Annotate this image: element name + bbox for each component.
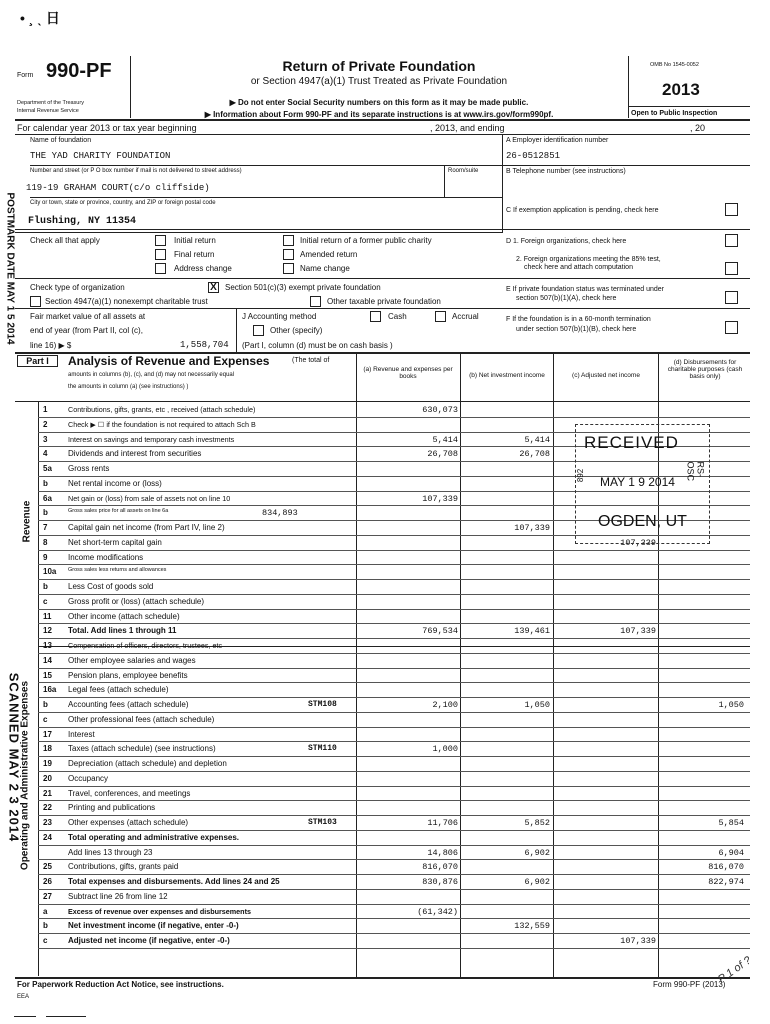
- row-number: 6a: [43, 493, 52, 503]
- row-number: b: [43, 478, 48, 488]
- part-i-row: [0, 800, 770, 814]
- cell-col-b[interactable]: 26,708: [519, 449, 550, 460]
- foundation-name: THE YAD CHARITY FOUNDATION: [30, 151, 171, 161]
- row-label: Capital gain net income (from Part IV, line 2): [68, 523, 225, 532]
- form-title: Return of Private Foundation: [282, 58, 476, 74]
- cell-col-a[interactable]: 11,706: [427, 818, 458, 828]
- row-number: 21: [43, 788, 52, 798]
- row-number: 24: [43, 832, 52, 842]
- cell-col-a[interactable]: 769,534: [422, 626, 458, 637]
- exemption-pending-label: C If exemption application is pending, check here: [506, 207, 659, 214]
- row-label: Pension plans, employee benefits: [68, 670, 188, 680]
- cell-col-a[interactable]: 1,000: [432, 744, 458, 755]
- cell-col-b[interactable]: 6,902: [524, 847, 550, 858]
- exemption-pending-checkbox[interactable]: [725, 203, 738, 216]
- ssn-notice: ▶ Do not enter Social Security numbers on this form as it may be made public.: [229, 98, 529, 107]
- cell-col-d[interactable]: 1,050: [718, 700, 744, 710]
- row-label: Net investment income (if negative, enter -0-): [68, 921, 239, 931]
- row-label: Dividends and interest from securities: [68, 449, 202, 459]
- part-i-note-1: (The total of: [292, 357, 330, 364]
- row-label: Adjusted net income (if negative, enter -0-): [68, 936, 230, 945]
- row-label: Gross profit or (loss) (attach schedule): [68, 596, 205, 606]
- eea-label: EEA: [17, 994, 30, 1000]
- row-number: 20: [43, 773, 52, 783]
- col-d-header: (d) Disbursements for charitable purposes (cash basis only): [667, 359, 743, 380]
- row-number: 4: [43, 449, 48, 459]
- amended-return-checkbox[interactable]: [283, 249, 294, 260]
- tax-year: 2013: [662, 80, 700, 99]
- row-number: 2: [43, 419, 48, 429]
- name-change-label: Name change: [300, 264, 350, 273]
- cell-col-c[interactable]: 107,339: [620, 626, 656, 637]
- foreign-85-checkbox[interactable]: [725, 262, 738, 275]
- cell-col-a[interactable]: 816,070: [422, 862, 458, 873]
- accounting-method-label: J Accounting method: [242, 312, 317, 321]
- row-label: Contributions, gifts, grants paid: [68, 862, 179, 872]
- schedule-ref: STM108: [308, 700, 337, 709]
- type-501-label: Section 501(c)(3) exempt private foundation: [225, 283, 381, 292]
- row-number: b: [43, 700, 48, 709]
- paperwork-notice: For Paperwork Reduction Act Notice, see instructions.: [17, 980, 224, 989]
- final-return-label: Final return: [174, 250, 215, 259]
- part-i-row: [0, 904, 770, 918]
- form-number: 990-PF: [46, 60, 112, 82]
- row-number: 19: [43, 759, 52, 768]
- row-label: Compensation of officers, directors, trustees, etc: [68, 641, 223, 650]
- part-i-row: [0, 771, 770, 785]
- omb-number: OMB No 1545-0052: [650, 62, 699, 68]
- room-label: Room/suite: [448, 168, 479, 174]
- type-4947-label: Section 4947(a)(1) nonexempt charitable trust: [45, 297, 208, 306]
- info-notice: ▶ Information about Form 990-PF and its separate instructions is at www.irs.gov/form990pf.: [204, 110, 554, 119]
- cell-col-a[interactable]: 830,876: [422, 877, 458, 887]
- part-i-row: [0, 550, 770, 564]
- row-label: Depreciation (attach schedule) and depletion: [68, 759, 227, 768]
- cell-col-d[interactable]: 822,974: [708, 877, 744, 887]
- row-label: Occupancy: [68, 773, 109, 783]
- part-i-row: [0, 786, 770, 800]
- scanned-stamp: SCANNED MAY 2 3 2014: [6, 672, 22, 843]
- row-label: Interest: [68, 729, 95, 739]
- dept-label: Department of the Treasury: [17, 100, 84, 106]
- row-number: 17: [43, 729, 52, 739]
- terminated-a-label: E If private foundation status was terminated under: [506, 286, 664, 293]
- part-i-row: [0, 727, 770, 741]
- form-prefix: Form: [17, 72, 34, 79]
- part-i-row: [0, 623, 770, 637]
- row-label: Total. Add lines 1 through 11: [68, 626, 177, 636]
- received-stamp: [575, 424, 710, 544]
- cash-basis-note: (Part I, column (d) must be on cash basis ): [242, 341, 393, 350]
- part-i-row: [0, 638, 770, 652]
- part-i-row: [0, 712, 770, 726]
- street-label: Number and street (or P O box number if mail is not delivered to street address): [30, 168, 242, 174]
- row-number: 23: [43, 818, 52, 827]
- cell-col-a[interactable]: 107,339: [422, 493, 458, 504]
- type-501-checkbox[interactable]: X: [208, 282, 219, 293]
- cell-col-b[interactable]: 107,339: [514, 523, 550, 533]
- foreign-85-label-2: check here and attach computation: [524, 264, 633, 271]
- ending-year-label: , 20: [690, 123, 706, 133]
- cell-col-a[interactable]: 14,806: [427, 847, 458, 858]
- cell-col-a[interactable]: 630,073: [422, 405, 458, 415]
- cell-col-d[interactable]: 6,904: [718, 847, 744, 858]
- part-i-row: [0, 933, 770, 947]
- row-number: 13: [43, 641, 52, 650]
- form-id-footer: Form 990-PF (2013): [653, 980, 726, 989]
- row-number: 26: [43, 877, 52, 886]
- part-i-tag: Part I: [17, 355, 58, 367]
- row-number: 7: [43, 523, 48, 532]
- row-number: c: [43, 596, 48, 606]
- cell-col-a[interactable]: 26,708: [427, 449, 458, 460]
- fmv-label-3: line 16) ▶ $: [30, 341, 72, 350]
- row-label: Travel, conferences, and meetings: [68, 788, 191, 798]
- fmv-label-1: Fair market value of all assets at: [30, 312, 146, 321]
- row-label: Net rental income or (loss): [68, 478, 162, 488]
- row-label: Legal fees (attach schedule): [68, 685, 169, 695]
- row-number: 12: [43, 626, 52, 636]
- final-return-checkbox[interactable]: [155, 249, 166, 260]
- col-b-header: (b) Net investment income: [469, 372, 545, 379]
- initial-former-checkbox[interactable]: [283, 235, 294, 246]
- cash-checkbox[interactable]: [370, 311, 381, 322]
- cell-col-b[interactable]: 132,559: [514, 921, 550, 932]
- terminated-a-label-2: section 507(b)(1)(A), check here: [516, 295, 617, 302]
- open-public-label: Open to Public Inspection: [631, 110, 718, 117]
- row-divider: [38, 948, 750, 949]
- type-other-checkbox[interactable]: [310, 296, 321, 307]
- part-i-row: [0, 668, 770, 682]
- row-number: 14: [43, 655, 52, 665]
- cell-col-a[interactable]: (61,342): [417, 906, 458, 917]
- schedule-ref: STM103: [308, 818, 337, 827]
- part-i-row: [0, 918, 770, 932]
- fmv-label-2: end of year (from Part II, col (c),: [30, 326, 143, 335]
- type-4947-checkbox[interactable]: [30, 296, 41, 307]
- part-i-row: [0, 815, 770, 829]
- street-value: 119-19 GRAHAM COURT(c/o cliffside): [26, 183, 210, 193]
- cell-col-b[interactable]: 1,050: [524, 700, 550, 710]
- row-label: Total operating and administrative expenses.: [68, 832, 240, 842]
- postmark-stamp: POSTMARK DATE MAY 1 5 2014: [4, 192, 16, 345]
- row-label: Excess of revenue over expenses and disbursements: [68, 906, 251, 916]
- cell-col-b[interactable]: 5,414: [524, 434, 550, 445]
- row-label: Check ▶ ☐ if the foundation is not required to attach Sch B: [68, 419, 256, 429]
- row-label: Add lines 13 through 23: [68, 847, 153, 857]
- part-i-row: [0, 859, 770, 873]
- row-label: Net gain or (loss) from sale of assets not on line 10: [68, 493, 231, 503]
- name-label: Name of foundation: [30, 137, 92, 144]
- row-label: Accounting fees (attach schedule): [68, 700, 189, 709]
- row-label: Gross sales less returns and allowances: [68, 567, 167, 574]
- row-label: Taxes (attach schedule) (see instructions): [68, 744, 216, 754]
- accrual-checkbox[interactable]: [435, 311, 446, 322]
- cell-col-a[interactable]: 5,414: [432, 434, 458, 445]
- row-number: 22: [43, 803, 52, 813]
- cell-col-b[interactable]: 139,461: [514, 626, 550, 637]
- cell-col-a[interactable]: 2,100: [432, 700, 458, 710]
- row-number: 10a: [43, 567, 57, 577]
- row-label: Printing and publications: [68, 803, 156, 813]
- row-label: Other employee salaries and wages: [68, 655, 196, 665]
- row-label: Net short-term capital gain: [68, 537, 162, 547]
- city-value: Flushing, NY 11354: [28, 216, 137, 227]
- row-number: 3: [43, 434, 48, 444]
- schedule-ref: STM110: [308, 744, 337, 754]
- sixty-month-checkbox[interactable]: [725, 321, 738, 334]
- row-number: c: [43, 714, 48, 724]
- top-scribble: • ¸ ˎ ⽇: [20, 10, 60, 26]
- cell-col-d[interactable]: 816,070: [708, 862, 744, 873]
- received-date: MAY 1 9 2014: [600, 475, 675, 489]
- row-number: 11: [43, 611, 52, 621]
- part-i-row: [0, 609, 770, 623]
- part-i-title: Analysis of Revenue and Expenses: [68, 354, 270, 368]
- foreign-org-checkbox[interactable]: [725, 234, 738, 247]
- other-method-label: Other (specify): [270, 326, 323, 335]
- stamp-code-right: RS-OSC: [685, 461, 706, 482]
- initial-former-label: Initial return of a former public charity: [300, 236, 432, 245]
- cell-col-d[interactable]: 5,854: [718, 818, 744, 828]
- part-i-row: [0, 564, 770, 578]
- col-a-header: (a) Revenue and expenses per books: [363, 366, 453, 380]
- initial-return-checkbox[interactable]: [155, 235, 166, 246]
- inline-amount: 834,893: [262, 508, 298, 519]
- row-number: b: [43, 921, 48, 931]
- row-number: 5a: [43, 464, 52, 473]
- other-method-checkbox[interactable]: [253, 325, 264, 336]
- part-i-row: [0, 579, 770, 593]
- row-label: Less Cost of goods sold: [68, 582, 154, 591]
- type-other-label: Other taxable private foundation: [327, 297, 441, 306]
- row-label: Other income (attach schedule): [68, 611, 180, 621]
- page-handwriting: P 1 of ?: [715, 954, 754, 986]
- row-number: 27: [43, 891, 52, 901]
- row-number: b: [43, 582, 48, 591]
- irs-label: Internal Revenue Service: [17, 108, 79, 114]
- cell-col-c[interactable]: 107,339: [620, 537, 656, 548]
- row-label: Gross sales price for all assets on line 6a: [68, 508, 169, 515]
- part-i-row: [0, 756, 770, 770]
- cell-col-c[interactable]: 107,339: [620, 936, 656, 946]
- expenses-side-label: Operating and Administrative Expenses: [19, 680, 31, 871]
- part-i-row: [0, 874, 770, 888]
- row-number: 16a: [43, 685, 57, 695]
- part-i-row: [0, 741, 770, 755]
- ogden-text: OGDEN, UT: [598, 513, 687, 530]
- address-change-checkbox[interactable]: [155, 263, 166, 274]
- ein-label: A Employer identification number: [506, 137, 609, 144]
- part-i-row: [0, 594, 770, 608]
- amended-return-label: Amended return: [300, 250, 358, 259]
- row-label: Other expenses (attach schedule): [68, 818, 189, 827]
- terminated-a-checkbox[interactable]: [725, 291, 738, 304]
- fmv-value: 1,558,704: [180, 340, 229, 350]
- part-i-row: [0, 682, 770, 696]
- cell-col-b[interactable]: 5,852: [524, 818, 550, 828]
- ein-value: 26-0512851: [506, 151, 561, 161]
- city-label: City or town, state or province, country, and ZIP or foreign postal code: [30, 200, 216, 206]
- revenue-side-label: Revenue: [21, 500, 33, 543]
- row-number: a: [43, 906, 48, 916]
- row-number: c: [43, 936, 48, 945]
- sixty-month-label: F If the foundation is in a 60-month termination: [506, 316, 651, 323]
- col-c-header: (c) Adjusted net income: [572, 372, 640, 379]
- row-label: Income modifications: [68, 552, 144, 562]
- initial-return-label: Initial return: [174, 236, 216, 245]
- foreign-org-label: D 1. Foreign organizations, check here: [506, 238, 627, 245]
- row-number: 9: [43, 552, 48, 562]
- check-all-label: Check all that apply: [30, 236, 100, 245]
- row-label: Subtract line 26 from line 12: [68, 891, 168, 901]
- phone-label: B Telephone number (see instructions): [506, 168, 626, 175]
- row-number: b: [43, 508, 48, 518]
- name-change-checkbox[interactable]: [283, 263, 294, 274]
- part-i-note-3: the amounts in column (a) (see instructions) ): [68, 384, 189, 390]
- foreign-85-label: 2. Foreign organizations meeting the 85% test,: [516, 256, 661, 263]
- part-i-row: [0, 830, 770, 844]
- row-label: Interest on savings and temporary cash investments: [68, 434, 235, 444]
- address-change-label: Address change: [174, 264, 232, 273]
- part-i-row: [0, 402, 770, 416]
- calendar-year-label: For calendar year 2013 or tax year beginning: [17, 123, 197, 133]
- part-i-row: [0, 653, 770, 667]
- check-type-label: Check type of organization: [30, 283, 125, 292]
- part-i-row: [0, 889, 770, 903]
- row-number: 25: [43, 862, 52, 872]
- row-number: 15: [43, 670, 52, 680]
- row-number: 18: [43, 744, 52, 754]
- row-label: Contributions, gifts, grants, etc , received (attach schedule): [68, 405, 256, 414]
- cash-label: Cash: [388, 312, 407, 321]
- row-number: 8: [43, 537, 48, 547]
- row-label: Other professional fees (attach schedule): [68, 714, 215, 724]
- received-text: RECEIVED: [584, 433, 679, 452]
- row-label: Total expenses and disbursements. Add lines 24 and 25: [68, 877, 280, 886]
- row-label: Gross rents: [68, 464, 110, 473]
- sixty-month-label-2: under section 507(b)(1)(B), check here: [516, 326, 637, 333]
- row-number: 1: [43, 405, 48, 414]
- part-i-row: [0, 845, 770, 859]
- part-i-note-2: amounts in columns (b), (c), and (d) may not necessarily equal: [68, 372, 235, 378]
- stamp-code-left: 892: [576, 468, 586, 483]
- and-ending-label: , 2013, and ending: [430, 123, 505, 133]
- part-i-row: [0, 697, 770, 711]
- cell-col-b[interactable]: 6,902: [524, 877, 550, 887]
- accrual-label: Accrual: [452, 312, 479, 321]
- form-subtitle: or Section 4947(a)(1) Trust Treated as Private Foundation: [250, 76, 508, 87]
